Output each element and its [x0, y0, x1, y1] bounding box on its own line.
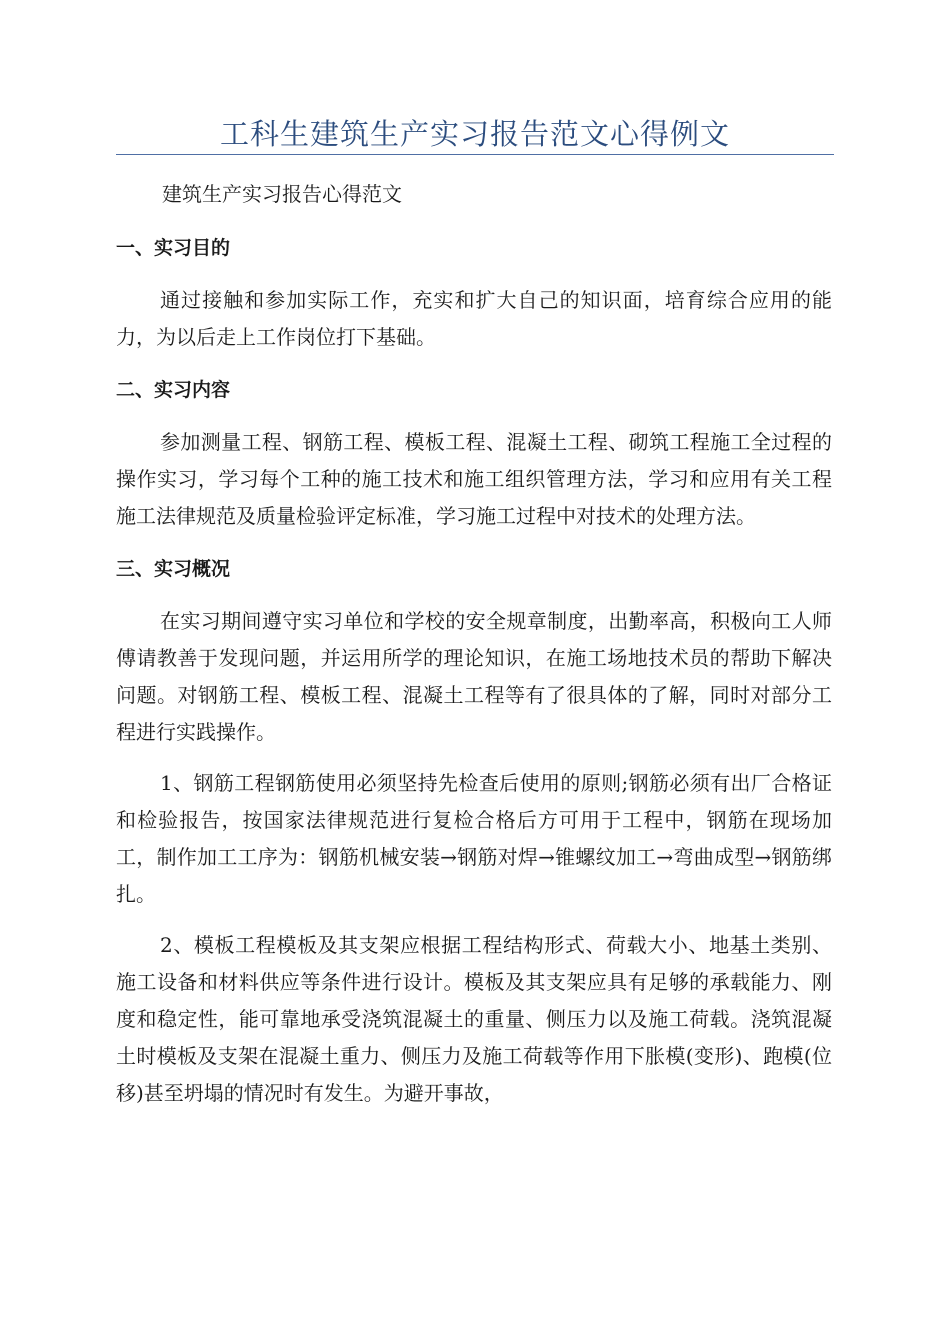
section-content — [116, 370, 832, 535]
title-underline — [116, 154, 834, 155]
section-heading: 三、实习概况 — [116, 558, 231, 580]
paragraph: 1、钢筋工程钢筋使用必须坚持先检查后使用的原则;钢筋必须有出厂合格证和检验报告，按国家法律规范进行复检合格后方可用于工程中，钢筋在现场加工，制作加工工序为：钢筋机械安装→钢筋对焊→锥螺纹加工→弯曲成型→钢筋绑扎。 — [116, 771, 832, 906]
document-title: 工科生建筑生产实习报告范文心得例文 — [219, 117, 730, 151]
document-body — [116, 174, 832, 1112]
section-overview — [116, 549, 832, 1112]
paragraph: 通过接触和参加实际工作，充实和扩大自己的知识面，培育综合应用的能力，为以后走上工作岗位打下基础。 — [116, 288, 832, 349]
document-subtitle: 建筑生产实习报告心得范文 — [162, 182, 402, 206]
paragraph: 参加测量工程、钢筋工程、模板工程、混凝土工程、砌筑工程施工全过程的操作实习，学习每个工种的施工技术和施工组织管理方法，学习和应用有关工程施工法律规范及质量检验评定标准，学习施工过程中对技术的处理方法。 — [116, 430, 832, 528]
paragraph: 2、模板工程模板及其支架应根据工程结构形式、荷载大小、地基土类别、施工设备和材料供应等条件进行设计。模板及其支架应具有足够的承载能力、刚度和稳定性，能可靠地承受浇筑混凝土的重量、侧压力以及施工荷载。浇筑混凝土时模板及支架在混凝土重力、侧压力及施工荷载等作用下胀模(变形)、跑模(位移)甚至坍塌的情况时有发生。为避开事故， — [116, 933, 832, 1105]
section-heading: 二、实习内容 — [116, 379, 231, 401]
section-purpose — [116, 228, 832, 356]
section-heading: 一、实习目的 — [116, 237, 231, 259]
paragraph: 在实习期间遵守实习单位和学校的安全规章制度，出勤率高，积极向工人师傅请教善于发现问题，并运用所学的理论知识，在施工场地技术员的帮助下解决问题。对钢筋工程、模板工程、混凝土工程等有了很具体的了解，同时对部分工程进行实践操作。 — [116, 609, 832, 744]
